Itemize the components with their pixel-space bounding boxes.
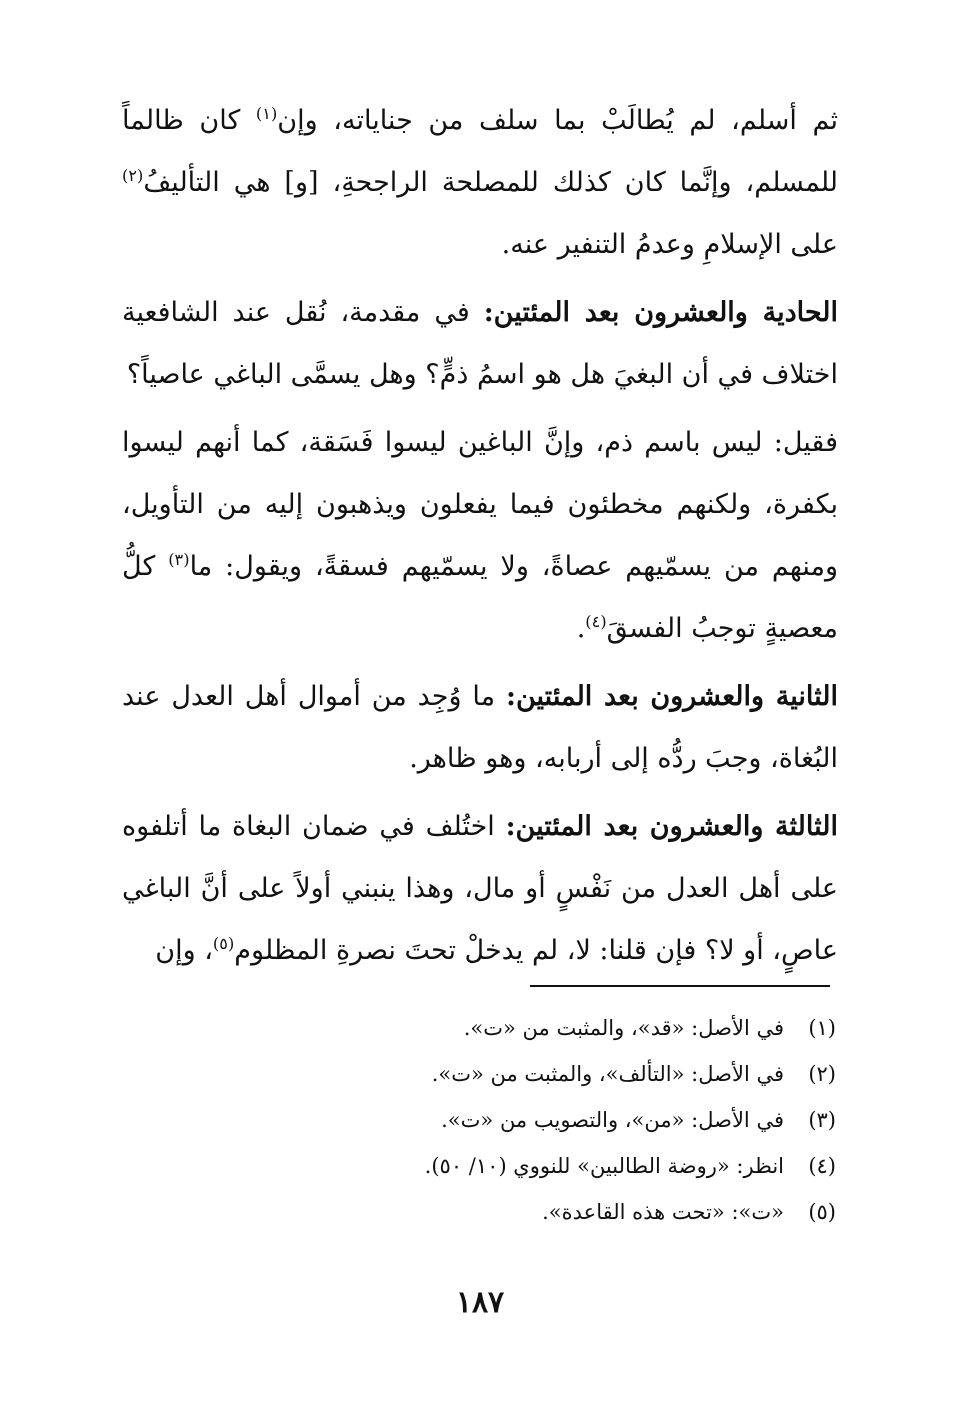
page-number: ١٨٧ (455, 1285, 505, 1320)
paragraph-continuation (122, 90, 838, 276)
footnote-item (300, 1097, 836, 1143)
text-run: . (576, 613, 586, 644)
footnote-number: (٢) (808, 1062, 836, 1086)
text-run: ، وإن (155, 935, 213, 966)
footnote-number: (٣) (808, 1108, 836, 1132)
text-run: فقيل: ليس باسم ذم، وإنَّ الباغين ليسوا فَسَقة، كما أنهم ليسوا بكفرة، ولكنهم مخطئون فيما يفعلون ويذهبون إليه من التأويل، ومنهم من يسمّيهم عصاةً، ولا يسمّيهم فسقةً، ويقول: ما (122, 427, 838, 582)
text-run: على الإسلامِ وعدمُ التنفير عنه. (501, 229, 838, 260)
rule-heading: الحادية والعشرون بعد المئتين: (483, 297, 838, 328)
footnote-separator (530, 985, 830, 987)
text-run: في مقدمة، نُقل عند الشافعية اختلاف في أن البغيَ هل هو اسمُ ذمٍّ؟ وهل يسمَّى الباغي عاصياً؟ (122, 297, 838, 390)
paragraph-opinion (122, 412, 838, 660)
footnote-text: في الأصل: «من»، والتصويب من «ت». (441, 1108, 784, 1132)
footnote-text: في الأصل: «التألف»، والمثبت من «ت». (431, 1062, 784, 1086)
main-text (122, 90, 838, 982)
rule-heading: الثانية والعشرون بعد المئتين: (506, 681, 838, 712)
text-run: كان ظالماً للمسلم، وإنَّما كان كذلك للمصلحة الراجحةِ، [و] هي التأليفُ (122, 105, 838, 198)
footnote-number: (٤) (808, 1154, 836, 1178)
footnote-marker[interactable]: (٣) (168, 550, 190, 569)
text-run: كلُّ معصيةٍ توجبُ الفسقَ (122, 551, 838, 644)
footnote-item (300, 1005, 836, 1051)
footnote-item (300, 1051, 836, 1097)
footnote-text: انظر: «روضة الطالبين» للنووي (١٠/ ٥٠). (424, 1154, 784, 1178)
footnote-item (300, 1143, 836, 1189)
footnote-item (300, 1189, 836, 1235)
footnote-number: (٥) (808, 1200, 836, 1224)
footnote-marker[interactable]: (٢) (122, 166, 144, 185)
text-run: ما وُجِد من أموال أهل العدل عند البُغاة، وجبَ ردُّه إلى أربابه، وهو ظاهر. (122, 681, 838, 774)
text-run: اختُلف في ضمان البغاة ما أتلفوه على أهل العدل من نَفْسٍ أو مال، وهذا ينبني أولاً على أنَّ الباغي عاصٍ، أو لا؟ فإن قلنا: لا، لم يدخلْ تحتَ نصرةِ المظلوم (122, 811, 838, 966)
rule-heading: الثالثة والعشرون بعد المئتين: (505, 811, 838, 842)
paragraph-rule-221 (122, 282, 838, 406)
footnote-marker[interactable]: (٥) (212, 934, 235, 953)
footnote-number: (١) (808, 1016, 836, 1040)
footnotes (300, 1005, 836, 1235)
paragraph-rule-223 (122, 796, 838, 982)
footnote-text: «ت»: «تحت هذه القاعدة». (542, 1200, 784, 1224)
paragraph-rule-222 (122, 666, 838, 790)
footnote-marker[interactable]: (٤) (585, 612, 607, 631)
text-run: ثم أسلم، لم يُطالَبْ بما سلف من جناياته، وإن (277, 105, 838, 136)
footnote-text: في الأصل: «قد»، والمثبت من «ت». (463, 1016, 784, 1040)
footnote-marker[interactable]: (١) (255, 104, 278, 123)
